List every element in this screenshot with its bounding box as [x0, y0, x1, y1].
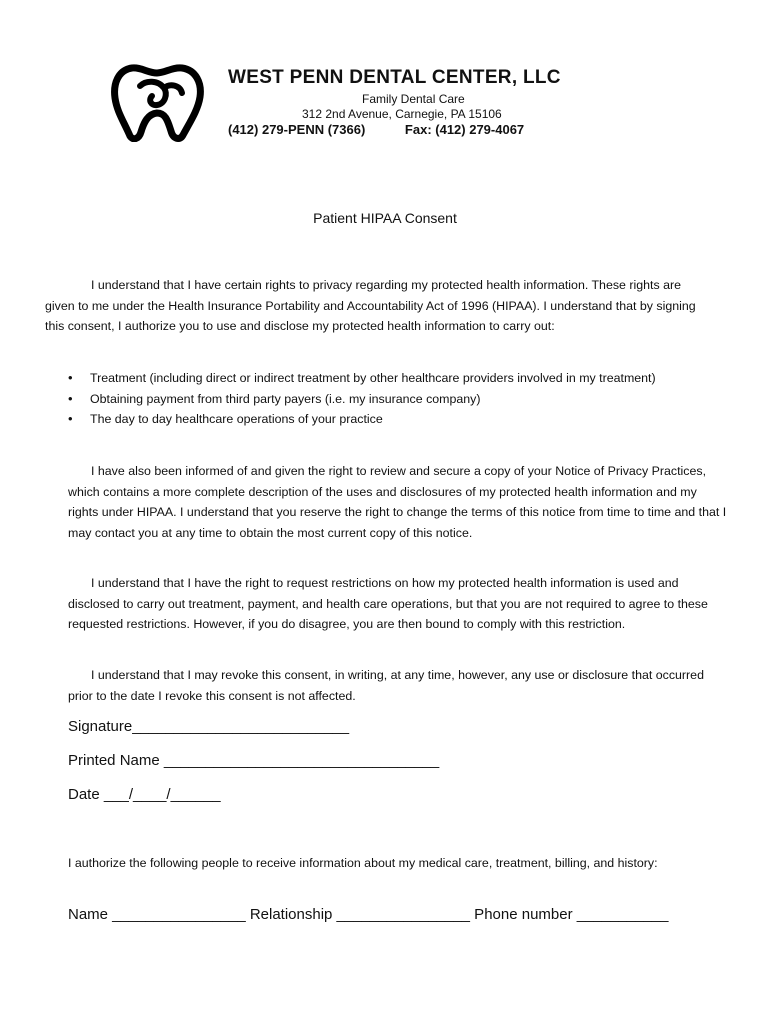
company-address: 312 2nd Avenue, Carnegie, PA 15106	[302, 107, 502, 121]
date-field[interactable]: Date ___/____/______	[68, 786, 221, 803]
notice-paragraph: I have also been informed of and given the right to review and secure a copy of your Notice of Privacy Practices, which contains a more complete description of the uses and disclosures of my protected health information and my rights under HIPAA. I understand that you reserve the right to change the terms of this notice from time to time and that I may contact you at any time to obtain the most current copy of this notice.	[68, 464, 727, 540]
authorized-contact-fields[interactable]: Name ________________ Relationship ________________ Phone number ___________	[68, 906, 669, 923]
list-item: • Treatment (including direct or indirect treatment by other healthcare providers involved in my treatment)	[68, 368, 708, 389]
signature-field[interactable]: Signature__________________________	[68, 718, 350, 735]
authorization-paragraph: I authorize the following people to receive information about my medical care, treatment, billing, and history:	[68, 856, 658, 870]
company-fax: Fax: (412) 279-4067	[404, 122, 525, 137]
company-tagline: Family Dental Care	[362, 92, 465, 106]
document-title: Patient HIPAA Consent	[313, 210, 457, 226]
intro-paragraph: I understand that I have certain rights to privacy regarding my protected health information. These rights are given to me under the Health Insurance Portability and Accountability Act of 1996 (HIPAA). I understand that by signing this consent, I authorize you to use and disclose my protected health information to carry out:	[45, 278, 696, 333]
revoke-paragraph: I understand that I may revoke this consent, in writing, at any time, however, any use or disclosure that occurred prior to the date I revoke this consent is not affected.	[68, 668, 704, 703]
company-phone: (412) 279-PENN (7366)	[228, 122, 366, 137]
consent-purpose-list	[68, 368, 708, 430]
company-name: WEST PENN DENTAL CENTER, LLC	[228, 67, 561, 88]
company-contact	[228, 122, 524, 137]
list-item: • Obtaining payment from third party payers (i.e. my insurance company)	[68, 389, 708, 410]
letterhead	[110, 64, 630, 144]
printed-name-field[interactable]: Printed Name _________________________________	[68, 752, 440, 769]
tooth-logo-icon	[110, 64, 222, 142]
list-item: • The day to day healthcare operations of your practice	[68, 409, 708, 430]
restrictions-paragraph: I understand that I have the right to request restrictions on how my protected health information is used and disclosed to carry out treatment, payment, and health care operations, but that you are not required to agree to these requested restrictions. However, if you do disagree, you are then bound to comply with this restriction.	[68, 576, 708, 631]
